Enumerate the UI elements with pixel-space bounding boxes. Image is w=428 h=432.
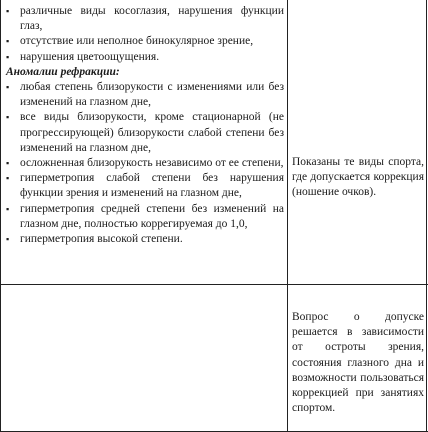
row-divider bbox=[1, 284, 428, 285]
item-text: отсутствие или неполное бинокулярное зрение, bbox=[20, 35, 254, 48]
item-text: любая степень близорукости с изменениями или без изменений на глазном дне, bbox=[20, 81, 284, 109]
list-item bbox=[6, 171, 284, 201]
list-item bbox=[6, 80, 284, 110]
list-item bbox=[6, 110, 284, 156]
item-text: нарушения цветоощущения. bbox=[20, 50, 160, 63]
admission-note: Вопрос о допуске решается в зависимости от остроты зрения, состояния глазного дна и возможности пользоваться коррекцией при занятиях спортом. bbox=[292, 311, 424, 415]
list-item bbox=[6, 232, 284, 247]
list-item bbox=[6, 34, 284, 49]
refraction-heading: Аномалии рефракции: bbox=[6, 65, 120, 78]
list-item bbox=[6, 4, 284, 34]
bullet-icon: ▪ bbox=[6, 6, 10, 16]
list-item bbox=[6, 50, 284, 65]
bullet-icon: ▪ bbox=[6, 112, 10, 123]
list-item bbox=[6, 202, 284, 232]
contraindications-column bbox=[6, 4, 284, 247]
bullet-icon: ▪ bbox=[6, 173, 10, 184]
correction-note: Показаны те виды спорта, где допускается коррекция (ношение очков). bbox=[292, 156, 424, 199]
item-text: гиперметропия слабой степени без нарушения функции зрения и изменений на глазном дне, bbox=[20, 172, 284, 200]
bullet-icon: ▪ bbox=[6, 234, 10, 245]
bullet-icon: ▪ bbox=[6, 203, 10, 214]
item-text: гиперметропия высокой степени. bbox=[20, 233, 183, 246]
item-text: различные виды косоглазия, нарушения функции глаз, bbox=[20, 5, 284, 33]
item-text: осложненная близорукость независимо от ее степени, bbox=[20, 157, 284, 170]
bullet-icon: ▪ bbox=[6, 82, 10, 93]
list-item bbox=[6, 156, 284, 171]
column-divider bbox=[287, 0, 288, 432]
bullet-icon: ▪ bbox=[6, 51, 10, 62]
item-text: гиперметропия средней степени без изменений на глазном дне, полностью коррегируемая до 1,0, bbox=[20, 202, 284, 230]
bullet-icon: ▪ bbox=[6, 36, 10, 47]
item-text: все виды близорукости, кроме стационарной (не прогрессирующей) близорукости слабой степени без изменений на глазном дне, bbox=[20, 111, 284, 154]
bullet-icon: ▪ bbox=[6, 158, 10, 169]
